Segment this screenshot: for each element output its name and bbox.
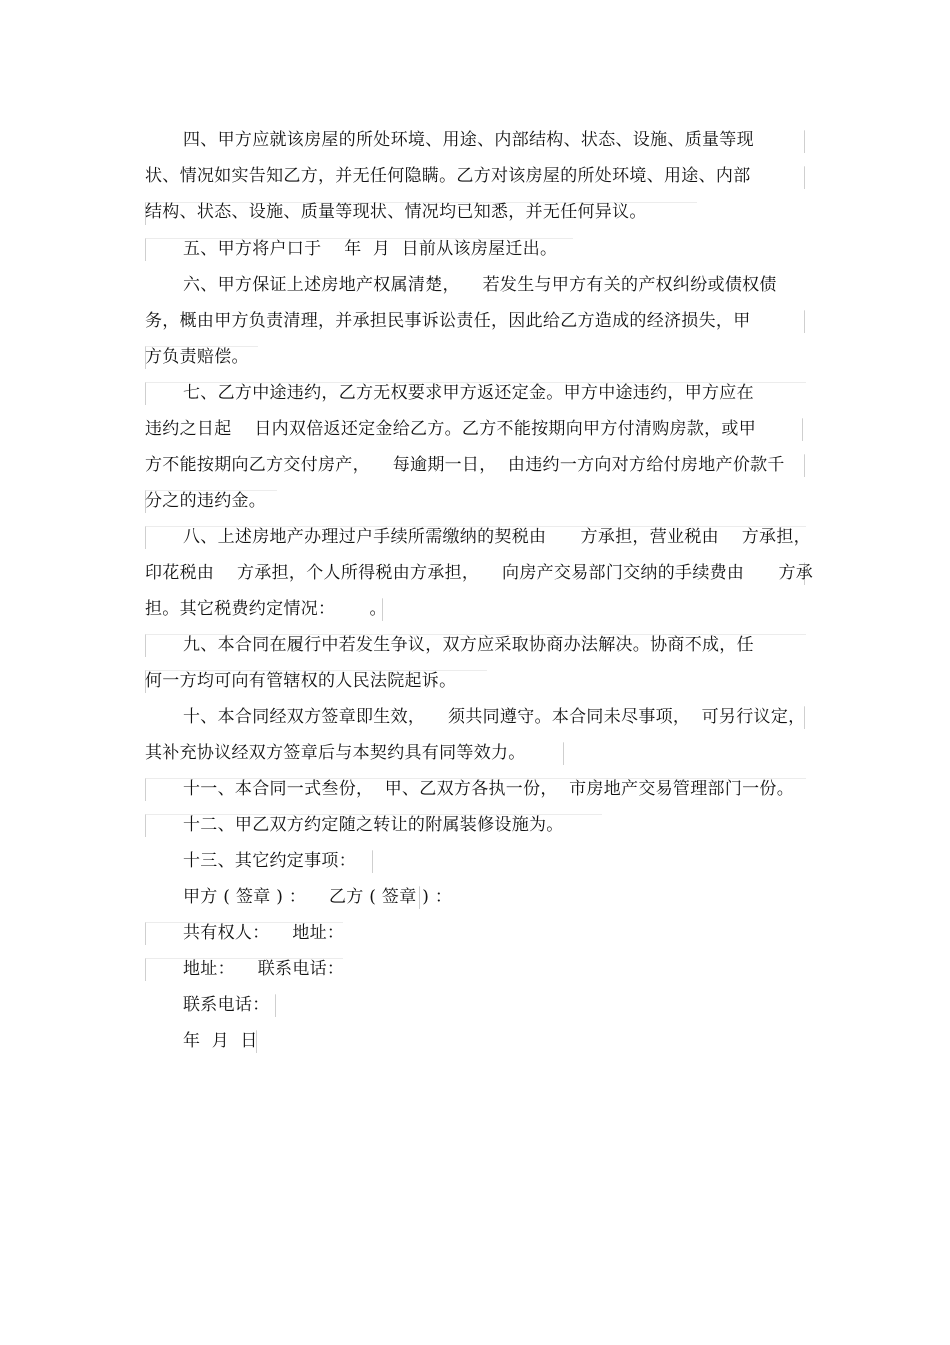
field-marker — [563, 742, 564, 765]
field-marker — [804, 454, 805, 477]
signature-phone-line: 联系电话： — [183, 995, 270, 1015]
clause-4-line-1: 四、甲方应就该房屋的所处环境、用途、内部结构、状态、设施、质量等现 — [183, 130, 754, 150]
clause-8-line-3: 担。其它税费约定情况： 。 — [145, 599, 387, 619]
clause-5-line-1: 五、甲方将户口于 年 月 日前从该房屋迁出。 — [183, 239, 558, 259]
field-marker — [802, 418, 803, 441]
clause-8-line-1: 八、上述房地产办理过户手续所需缴纳的契税由 方承担，营业税由 方承担， — [183, 527, 811, 547]
signature-address-line: 地址： 联系电话： — [183, 959, 345, 979]
clause-10-line-2: 其补充协议经双方签章后与本契约具有同等效力。 — [145, 743, 526, 763]
clause-6-line-2: 务，概由甲方负责清理，并承担民事诉讼责任，因此给乙方造成的经济损失，甲 — [145, 311, 751, 331]
signature-party-line: 甲方 ( 签章 ) ： 乙方 ( 签章 ) ： — [183, 887, 453, 907]
field-marker — [804, 310, 805, 333]
clause-9-line-1: 九、本合同在履行中若发生争议，双方应采取协商办法解决。协商不成，任 — [183, 635, 754, 655]
clause-7-line-2: 违约之日起 日内双倍返还定金给乙方。乙方不能按期向甲方付清购房款，或甲 — [145, 419, 757, 439]
field-marker — [372, 850, 373, 873]
clause-11-line-1: 十一、本合同一式叁份， 甲、乙双方各执一份， 市房地产交易管理部门一份。 — [183, 779, 795, 799]
field-marker — [804, 130, 805, 153]
clause-4-line-3: 结构、状态、设施、质量等现状、情况均已知悉，并无任何异议。 — [145, 202, 647, 222]
clause-6-line-1: 六、甲方保证上述房地产权属清楚， 若发生与甲方有关的产权纠纷或债权债 — [183, 275, 777, 295]
clause-7-line-4: 分之的违约金。 — [145, 491, 267, 511]
clause-6-line-3: 方负责赔偿。 — [145, 347, 249, 367]
clause-10-line-1: 十、本合同经双方签章即生效， 须共同遵守。本合同未尽事项， 可另行议定， — [183, 707, 806, 727]
clause-9-line-2: 何一方均可向有管辖权的人民法院起诉。 — [145, 671, 457, 691]
clause-12-line-1: 十二、甲乙双方约定随之转让的附属装修设施为。 — [183, 815, 564, 835]
signature-co-owner-line: 共有权人： 地址： — [183, 923, 345, 943]
clause-4-line-2: 状、情况如实告知乙方，并无任何隐瞒。乙方对该房屋的所处环境、用途、内部 — [145, 166, 751, 186]
clause-8-line-2: 印花税由 方承担，个人所得税由方承担， 向房产交易部门交纳的手续费由 方承 — [145, 563, 814, 583]
field-marker — [804, 166, 805, 189]
clause-13-line-1: 十三、其它约定事项： — [183, 851, 356, 871]
clause-7-line-3: 方不能按期向乙方交付房产， 每逾期一日， 由违约一方向对方给付房地产价款千 — [145, 455, 785, 475]
clause-7-line-1: 七、乙方中途违约，乙方无权要求甲方返还定金。甲方中途违约，甲方应在 — [183, 383, 754, 403]
field-marker — [275, 994, 276, 1017]
signature-date-line: 年 月 日 — [183, 1031, 258, 1051]
